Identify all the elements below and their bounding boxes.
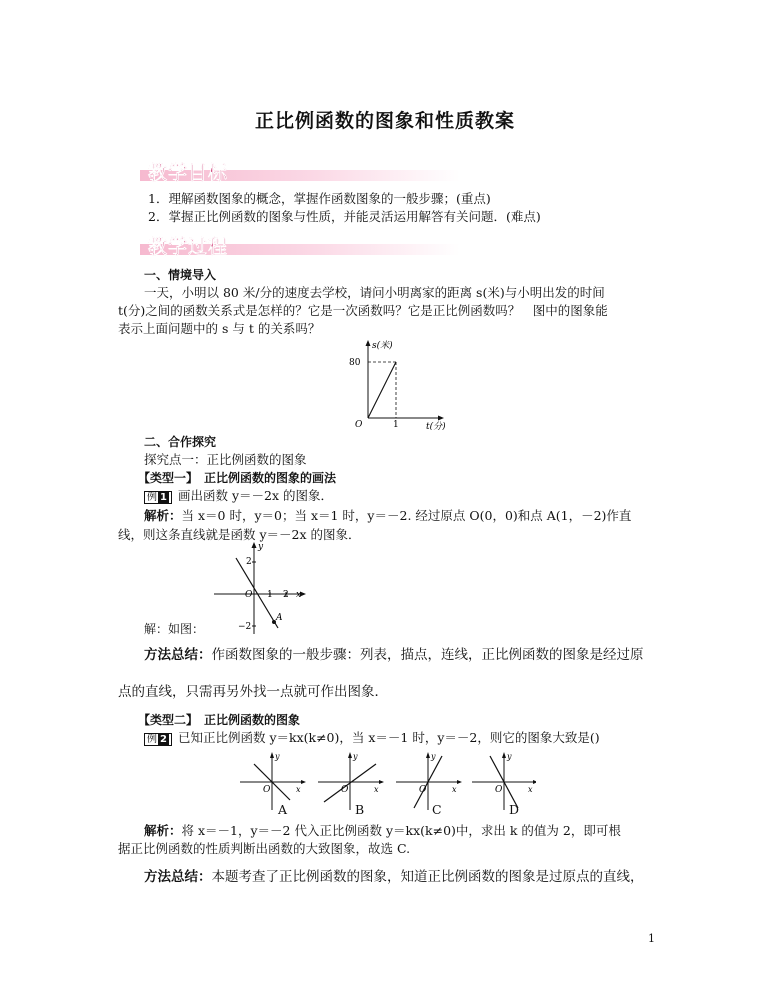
method-1-line-2: 点的直线，只需再另外找一点就可作出图象． bbox=[118, 684, 388, 700]
graph1-x-tick: 1 bbox=[393, 420, 399, 430]
svg-text:O: O bbox=[263, 785, 271, 795]
graph-y-neg2x bbox=[208, 540, 308, 636]
graph1-y-label: s(米) bbox=[372, 341, 393, 351]
page-title: 正比例函数的图象和性质教案 bbox=[254, 110, 515, 132]
graph2-x-tick-1: 1 bbox=[267, 590, 273, 600]
svg-text:y: y bbox=[275, 752, 280, 761]
example-1-text: 画出函数 y＝－2x 的图象． bbox=[177, 488, 333, 503]
svg-text:y: y bbox=[507, 752, 512, 761]
analysis-2-label: 解析： bbox=[144, 823, 182, 838]
svg-text:x: x bbox=[452, 785, 457, 794]
option-letter-d: D bbox=[509, 802, 520, 817]
page-number: 1 bbox=[648, 932, 655, 945]
intro-line-1: 一天，小明以 80 米/分的速度去学校，请问小明离家的距离 s(米)与小明出发的时间 bbox=[144, 285, 605, 300]
process-banner-text: 教学过程 bbox=[148, 236, 229, 258]
graph1-x-label: t(分) bbox=[426, 422, 446, 430]
section-1-heading: 一、情境导入 bbox=[144, 268, 217, 282]
graph2-origin: O bbox=[245, 590, 253, 600]
option-graph-c bbox=[396, 752, 462, 810]
analysis-1-line-2: 线，则这条直线就是函数 y＝－2x 的图象． bbox=[118, 527, 361, 542]
svg-text:y: y bbox=[353, 752, 358, 761]
graph1-y-tick: 80 bbox=[349, 358, 361, 368]
graph2-y-tick-neg: −2 bbox=[238, 622, 252, 632]
option-graph-b bbox=[318, 752, 384, 810]
analysis-1-label: 解析： bbox=[144, 508, 182, 523]
graph1-origin: O bbox=[355, 420, 363, 430]
method-2-text: 本题考查了正比例函数的图象，知道正比例函数的图象是过原点的直线， bbox=[211, 869, 644, 885]
option-graph-d bbox=[472, 752, 536, 810]
type-1-heading: 【类型一】 正比例函数的图象的画法 bbox=[138, 471, 337, 485]
svg-text:O: O bbox=[495, 785, 503, 795]
goal-item-1: 1．理解函数图象的概念，掌握作函数图象的一般步骤；(重点) bbox=[148, 191, 491, 206]
option-graph-a bbox=[240, 752, 306, 810]
method-1-text: 作函数图象的一般步骤：列表，描点，连线，正比例函数的图象是经过原 bbox=[211, 647, 644, 663]
example-1-badge: 例 1 bbox=[144, 491, 172, 504]
method-2-label: 方法总结： bbox=[144, 869, 212, 885]
svg-text:y: y bbox=[431, 752, 436, 761]
analysis-2-line-2: 据正比例函数的性质判断出函数的大致图象，故选 C. bbox=[118, 841, 411, 856]
analysis-2-text: 将 x＝－1，y＝－2 代入正比例函数 y＝kx(k≠0)中，求出 k 的值为 2，即可根 bbox=[181, 823, 621, 838]
section-2-heading: 二、合作探究 bbox=[144, 435, 217, 449]
option-letter-b: B bbox=[355, 802, 365, 817]
example-1 bbox=[144, 487, 333, 505]
svg-text:x: x bbox=[296, 785, 301, 794]
method-2-line-1 bbox=[144, 868, 644, 886]
option-letter-a: A bbox=[278, 802, 288, 817]
analysis-1-text: 当 x＝0 时，y＝0；当 x＝1 时，y＝－2. 经过原点 O(0，0)和点 A(1，－2)作直 bbox=[181, 508, 632, 523]
process-banner bbox=[140, 232, 460, 259]
analysis-1-line-1 bbox=[144, 507, 631, 525]
graph2-point-label: A bbox=[276, 613, 283, 623]
graph2-y-label: y bbox=[258, 542, 264, 552]
goal-item-2: 2．掌握正比例函数的图象与性质，并能灵活运用解答有关问题．(难点) bbox=[148, 209, 541, 224]
example-2 bbox=[144, 729, 600, 747]
explore-point-1: 探究点一：正比例函数的图象 bbox=[144, 452, 307, 467]
analysis-2-line-1 bbox=[144, 822, 621, 840]
svg-text:x: x bbox=[374, 785, 379, 794]
goals-banner-text: 教学目标 bbox=[148, 162, 229, 184]
graph2-x-tick-2: 2 bbox=[283, 590, 289, 600]
example-2-badge: 例 2 bbox=[144, 733, 172, 746]
intro-line-2: t(分)之间的函数关系式是怎样的？它是一次函数吗？它是正比例函数吗？ 图中的图象能 bbox=[118, 303, 608, 318]
intro-line-3: 表示上面问题中的 s 与 t 的关系吗？ bbox=[118, 321, 321, 336]
svg-text:O: O bbox=[341, 785, 349, 795]
graph2-x-label: x bbox=[296, 590, 302, 600]
svg-text:O: O bbox=[419, 785, 427, 795]
graph2-y-tick-pos: 2 bbox=[246, 557, 252, 567]
goals-banner bbox=[140, 158, 460, 185]
svg-text:x: x bbox=[528, 785, 533, 794]
example-2-text: 已知正比例函数 y＝kx(k≠0)，当 x＝－1 时，y＝－2，则它的图象大致是() bbox=[177, 730, 600, 745]
solution-label: 解：如图： bbox=[144, 622, 205, 636]
graph-s-t bbox=[340, 338, 450, 430]
type-2-heading: 【类型二】 正比例函数的图象 bbox=[138, 713, 301, 727]
method-1-label: 方法总结： bbox=[144, 647, 212, 663]
option-letter-c: C bbox=[432, 802, 442, 817]
method-1-line-1 bbox=[144, 646, 644, 664]
